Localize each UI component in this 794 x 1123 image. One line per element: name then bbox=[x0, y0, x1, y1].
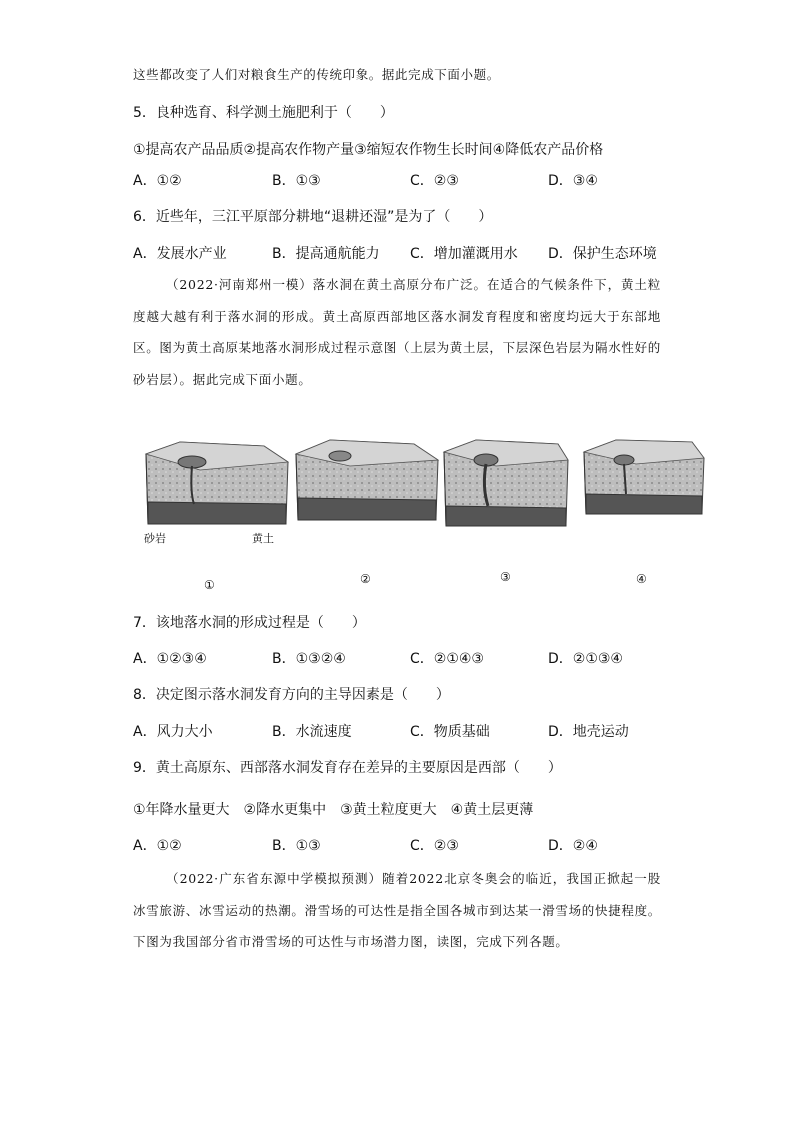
passage-ski-resorts: （2022·广东省东源中学模拟预测）随着2022北京冬奥会的临近，我国正掀起一股冰雪旅游、冰雪运动的热潮。滑雪场的可达性是指全国各城市到达某一滑雪场的快捷程度。下图为我国部分省市滑雪场的可达性与市场潜力图，读图，完成下列各题。 bbox=[133, 871, 662, 949]
option-a: A．①②③④ bbox=[133, 651, 207, 667]
option-a: A．①② bbox=[133, 838, 182, 854]
option-c: C．②①④③ bbox=[410, 651, 484, 667]
question-5-stem: 5．良种选育、科学测土施肥利于（ ） bbox=[133, 105, 394, 121]
figure-number-2: ② bbox=[360, 572, 371, 586]
label-sandstone: 砂岩 bbox=[144, 532, 166, 545]
option-c: C．②③ bbox=[410, 173, 459, 189]
label-loess: 黄土 bbox=[252, 532, 274, 545]
option-a: A．风力大小 bbox=[133, 724, 213, 740]
option-d: D．保护生态环境 bbox=[548, 246, 657, 262]
figure-number-1: ① bbox=[204, 578, 215, 592]
option-b: B．①③ bbox=[272, 838, 321, 854]
option-b: B．水流速度 bbox=[272, 724, 352, 740]
option-c: C．物质基础 bbox=[410, 724, 490, 740]
option-b: B．提高通航能力 bbox=[272, 246, 380, 262]
option-d: D．②①③④ bbox=[548, 651, 623, 667]
question-5-choices: ①提高农产品品质②提高农作物产量③缩短农作物生长时间④降低农产品价格 bbox=[133, 142, 604, 158]
block-diagram-1 bbox=[146, 442, 288, 524]
passage-loess-sinkholes: （2022·河南郑州一模）落水洞在黄土高原分布广泛。在适合的气候条件下，黄土粒度越大越有利于落水洞的形成。黄土高原西部地区落水洞发育程度和密度均远大于东部地区。图为黄土高原某地落水洞形成过程示意图（上层为黄土层，下层深色岩层为隔水性好的砂岩层）。据此完成下面小题。 bbox=[133, 277, 662, 387]
option-c: C．②③ bbox=[410, 838, 459, 854]
option-b: B．①③ bbox=[272, 173, 321, 189]
sinkhole-formation-figure bbox=[140, 432, 710, 602]
figure-number-4: ④ bbox=[636, 572, 647, 586]
intro-tail-text: 这些都改变了人们对粮食生产的传统印象。据此完成下面小题。 bbox=[133, 67, 500, 82]
block-diagram-2 bbox=[296, 440, 438, 520]
option-d: D．地壳运动 bbox=[548, 724, 629, 740]
question-7-stem: 7．该地落水洞的形成过程是（ ） bbox=[133, 615, 366, 631]
figure-number-3: ③ bbox=[500, 570, 511, 584]
option-a: A．发展水产业 bbox=[133, 246, 227, 262]
option-d: D．③④ bbox=[548, 173, 598, 189]
question-6-stem: 6．近些年，三江平原部分耕地“退耕还湿”是为了（ ） bbox=[133, 209, 493, 225]
option-d: D．②④ bbox=[548, 838, 598, 854]
option-c: C．增加灌溉用水 bbox=[410, 246, 518, 262]
question-9-choices: ①年降水量更大 ②降水更集中 ③黄土粒度更大 ④黄土层更薄 bbox=[133, 802, 534, 818]
question-8-stem: 8．决定图示落水洞发育方向的主导因素是（ ） bbox=[133, 687, 450, 703]
block-diagrams bbox=[140, 432, 710, 602]
question-9-stem: 9．黄土高原东、西部落水洞发育存在差异的主要原因是西部（ ） bbox=[133, 760, 562, 776]
option-b: B．①③②④ bbox=[272, 651, 346, 667]
block-diagram-3 bbox=[444, 440, 568, 526]
block-diagram-4 bbox=[584, 440, 704, 514]
option-a: A．①② bbox=[133, 173, 182, 189]
